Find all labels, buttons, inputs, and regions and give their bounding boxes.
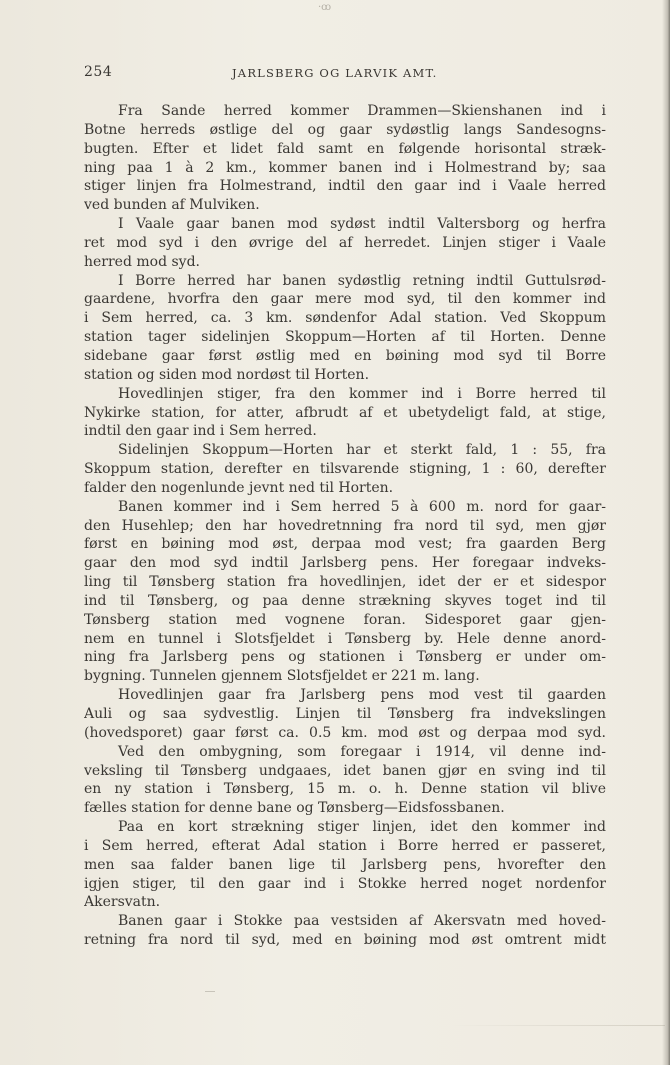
text-line: en ny station i Tønsberg, 15 m. o. h. Denne station vil blive (84, 781, 606, 798)
text-line: men saa falder banen lige til Jarlsberg pens, hvorefter den (84, 856, 606, 873)
text-line: falder den nogenlunde jevnt ned til Horten. (84, 479, 394, 496)
text-line: indtil den gaar ind i Sem herred. (84, 423, 317, 440)
text-line: ind til Tønsberg, og paa denne strækning skyves toget ind til (84, 592, 606, 609)
text-line: i Sem herred, ca. 3 km. søndenfor Adal station. Ved Skoppum (84, 310, 606, 327)
text-line: I Vaale gaar banen mod sydøst indtil Valtersborg og herfra (118, 216, 606, 233)
text-line: Fra Sande herred kommer Drammen—Skienshanen ind i (118, 103, 606, 119)
text-line: sidebane gaar først østlig med en bøining mod syd til Borre (84, 347, 606, 364)
text-line: ved bunden af Mulviken. (84, 197, 260, 214)
text-line: herred mod syd. (84, 253, 201, 270)
text-line: (hovedsporet) gaar først ca. 0.5 km. mod øst og derpaa mod syd. (84, 724, 606, 741)
stray-ink-mark (205, 991, 215, 992)
text-line: Sidelinjen Skoppum—Horten har et sterkt fald, 1 : 55, fra (118, 442, 606, 459)
running-head: JARLSBERG OG LARVIK AMT. (232, 66, 438, 80)
text-line: i Sem herred, efterat Adal station i Borre herred er passeret, (84, 837, 606, 854)
text-line: igjen stiger, til den gaar ind i Stokke herred noget nordenfor (84, 875, 606, 892)
top-smudge-mark: ·ꝏ (318, 2, 332, 13)
page-number: 254 (84, 64, 113, 80)
text-line: Banen kommer ind i Sem herred 5 à 600 m. nord for gaar- (118, 498, 606, 515)
text-line: ning paa 1 à 2 km., kommer banen ind i Holmestrand by; saa (84, 159, 606, 176)
text-line: Akersvatn. (84, 894, 161, 911)
text-line: station tager sidelinjen Skoppum—Horten af til Horten. Denne (84, 329, 606, 346)
text-line: Auli og saa sydvestlig. Linjen til Tønsberg fra indvekslingen (84, 706, 606, 722)
text-line: station og siden mod nordøst til Horten. (84, 366, 370, 383)
text-line: fælles station for denne bane og Tønsberg—Eidsfossbanen. (84, 800, 505, 817)
text-line: Hovedlinjen gaar fra Jarlsberg pens mod vest til gaarden (118, 687, 606, 704)
text-line: Skoppum station, derefter en tilsvarende stigning, 1 : 60, derefter (84, 461, 606, 478)
text-line: Hovedlinjen stiger, fra den kommer ind i Borre herred til (118, 385, 606, 402)
bottom-smudge (450, 1025, 665, 1026)
text-line: Ved den ombygning, som foregaar i 1914, vil denne ind- (118, 743, 606, 760)
text-line: gaardene, hvorfra den gaar mere mod syd, til den kommer ind (84, 291, 606, 308)
page-edge-shadow (662, 0, 670, 1065)
text-line: Paa en kort strækning stiger linjen, idet den kommer ind (118, 819, 606, 836)
text-line: gaar den mod syd indtil Jarlsberg pens. Her foregaar indveks- (84, 555, 606, 572)
page-header (84, 64, 606, 84)
text-line: retning fra nord til syd, med en bøining mod øst omtrent midt (84, 932, 606, 949)
text-line: bygning. Tunnelen gjennem Slotsfjeldet er 221 m. lang. (84, 668, 480, 685)
text-line: først en bøining mod øst, derpaa mod vest; fra gaarden Berg (84, 536, 606, 553)
text-line: bugten. Efter et lidet fald samt en følgende horisontal stræk- (84, 140, 606, 157)
text-line: nem en tunnel i Slotsfjeldet i Tønsberg by. Hele denne anord- (84, 630, 606, 647)
text-line: den Husehlep; den har hovedretnning fra nord til syd, men gjør (84, 517, 606, 534)
text-line: ning fra Jarlsberg pens og stationen i Tønsberg er under om- (84, 649, 606, 666)
text-line: ret mod syd i den øvrige del af herredet. Linjen stiger i Vaale (84, 234, 606, 251)
text-line: Tønsberg station med vognene foran. Sidesporet gaar gjen- (84, 611, 606, 628)
text-line: ling til Tønsberg station fra hovedlinjen, idet der er et sidespor (84, 574, 606, 591)
text-line: Botne herreds østlige del og gaar sydøstlig langs Sandesogns- (84, 121, 606, 138)
text-line: stiger linjen fra Holmestrand, indtil den gaar ind i Vaale herred (84, 178, 606, 195)
text-line: veksling til Tønsberg undgaaes, idet banen gjør en sving ind til (84, 762, 606, 779)
body-text (84, 102, 606, 950)
text-line: Banen gaar i Stokke paa vestsiden af Akersvatn med hoved- (118, 913, 606, 930)
text-line: I Borre herred har banen sydøstlig retning indtil Guttulsrød- (118, 272, 606, 289)
text-line: Nykirke station, for atter, afbrudt af et ubetydeligt fald, at stige, (84, 404, 606, 421)
